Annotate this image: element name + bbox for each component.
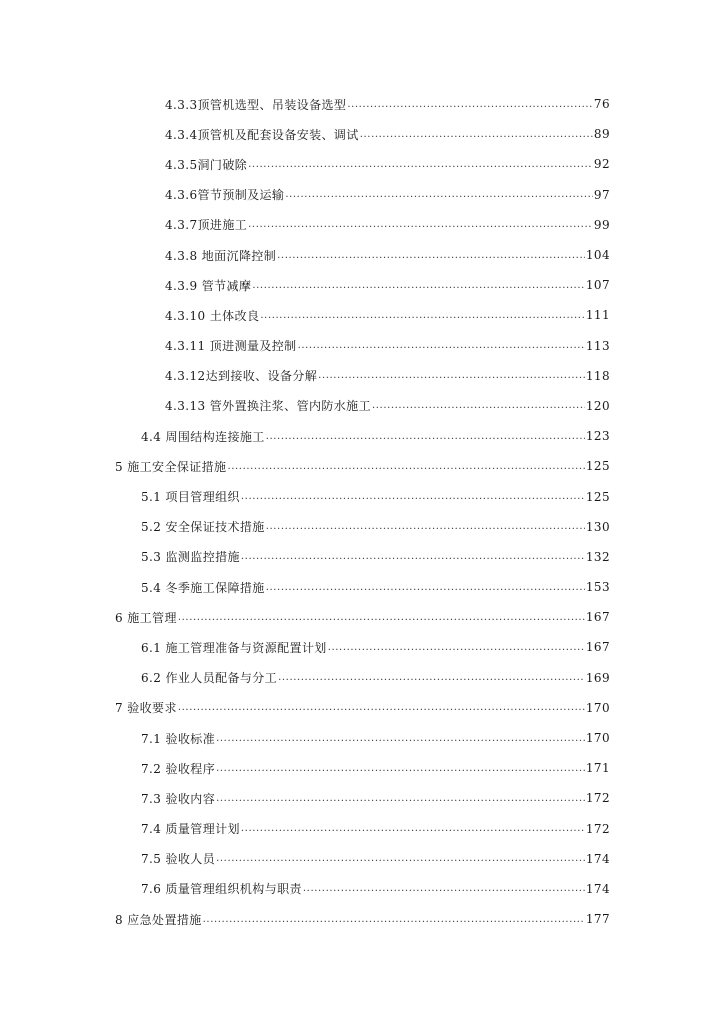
toc-entry-title: 4.3.4顶管机及配套设备安装、调试 [165, 127, 359, 142]
toc-dot-leader [278, 672, 585, 683]
toc-entry-page-number: 171 [585, 761, 610, 776]
toc-entry-page-number: 172 [585, 821, 610, 836]
toc-dot-leader [241, 823, 585, 834]
toc-entry-page-number: 107 [585, 278, 610, 293]
toc-entry[interactable] [0, 300, 610, 330]
toc-entry[interactable] [0, 270, 610, 300]
toc-dot-leader [360, 129, 593, 140]
toc-entry-title: 4.3.3顶管机选型、吊装设备选型 [165, 97, 347, 112]
toc-entry[interactable] [0, 904, 610, 934]
toc-entry-page-number: 99 [593, 217, 610, 232]
toc-entry[interactable] [0, 481, 610, 511]
toc-entry-page-number: 170 [585, 731, 610, 746]
toc-entry-title: 7.2 验收程序 [141, 761, 216, 776]
toc-entry-title: 4.3.7顶进施工 [165, 218, 248, 233]
toc-dot-leader [203, 914, 585, 925]
toc-entry-page-number: 167 [585, 640, 610, 655]
toc-dot-leader [227, 461, 584, 472]
toc-entry-title: 6.2 作业人员配备与分工 [141, 671, 278, 686]
toc-entry-title: 7 验收要求 [115, 701, 177, 716]
toc-entry[interactable] [0, 783, 610, 813]
toc-entry-title: 5.4 冬季施工保障措施 [141, 580, 265, 595]
toc-entry[interactable] [0, 451, 610, 481]
toc-entry-page-number: 125 [585, 459, 610, 474]
toc-entry-page-number: 118 [585, 368, 610, 383]
toc-entry[interactable] [0, 814, 610, 844]
toc-entry-title: 4.3.12达到接收、设备分解 [165, 369, 318, 384]
toc-entry-page-number: 123 [585, 429, 610, 444]
toc-entry[interactable] [0, 361, 610, 391]
toc-entry[interactable] [0, 572, 610, 602]
toc-entry-title: 4.3.5洞门破除 [165, 157, 248, 172]
toc-dot-leader [303, 883, 585, 894]
toc-entry[interactable] [0, 89, 610, 119]
toc-entry[interactable] [0, 753, 610, 783]
toc-entry-page-number: 89 [593, 127, 610, 142]
toc-entry-page-number: 120 [585, 398, 610, 413]
toc-entry[interactable] [0, 331, 610, 361]
toc-entry[interactable] [0, 693, 610, 723]
toc-entry-title: 4.3.6管节预制及运输 [165, 188, 285, 203]
toc-dot-leader [241, 551, 585, 562]
toc-entry-title: 5.2 安全保证技术措施 [141, 520, 265, 535]
toc-entry-page-number: 132 [585, 549, 610, 564]
toc-entry-page-number: 76 [593, 97, 610, 112]
toc-entry[interactable] [0, 421, 610, 451]
toc-dot-leader [328, 642, 585, 653]
toc-entry-title: 4.3.8 地面沉降控制 [165, 248, 277, 263]
toc-dot-leader [216, 853, 585, 864]
toc-entry-title: 7.1 验收标准 [141, 731, 216, 746]
toc-entry-page-number: 92 [593, 157, 610, 172]
toc-entry-page-number: 177 [585, 912, 610, 927]
toc-entry-title: 6.1 施工管理准备与资源配置计划 [141, 640, 327, 655]
toc-dot-leader [298, 340, 585, 351]
toc-dot-leader [277, 250, 585, 261]
toc-dot-leader [216, 763, 585, 774]
toc-entry-title: 4.4 周围结构连接施工 [141, 429, 265, 444]
toc-entry-title: 7.3 验收内容 [141, 791, 216, 806]
toc-entry[interactable] [0, 149, 610, 179]
toc-entry-title: 5.3 监测监控措施 [141, 550, 240, 565]
toc-dot-leader [347, 99, 593, 110]
toc-entry-title: 4.3.13 管外置换注浆、管内防水施工 [165, 399, 371, 414]
toc-entry[interactable] [0, 180, 610, 210]
toc-entry-title: 6 施工管理 [115, 610, 177, 625]
toc-entry-title: 5.1 项目管理组织 [141, 490, 240, 505]
toc-dot-leader [266, 582, 585, 593]
toc-dot-leader [260, 310, 585, 321]
toc-dot-leader [266, 431, 585, 442]
toc-entry[interactable] [0, 844, 610, 874]
toc-entry[interactable] [0, 632, 610, 662]
toc-dot-leader [248, 159, 593, 170]
toc-entry-page-number: 167 [585, 610, 610, 625]
toc-entry[interactable] [0, 542, 610, 572]
toc-entry-title: 4.3.11 顶进测量及控制 [165, 339, 297, 354]
toc-dot-leader [241, 491, 585, 502]
toc-entry-page-number: 97 [593, 187, 610, 202]
toc-entry[interactable] [0, 874, 610, 904]
toc-entry-title: 7.4 质量管理计划 [141, 822, 240, 837]
toc-entry-page-number: 172 [585, 791, 610, 806]
toc-dot-leader [318, 370, 585, 381]
toc-entry-page-number: 170 [585, 700, 610, 715]
toc-dot-leader [216, 793, 585, 804]
toc-entry-page-number: 113 [585, 338, 610, 353]
toc-entry[interactable] [0, 663, 610, 693]
toc-entry-page-number: 169 [585, 670, 610, 685]
toc-dot-leader [178, 702, 585, 713]
toc-entry-page-number: 153 [585, 580, 610, 595]
toc-entry-title: 4.3.9 管节减摩 [165, 278, 252, 293]
toc-dot-leader [372, 400, 585, 411]
toc-entry[interactable] [0, 119, 610, 149]
toc-entry-page-number: 111 [585, 308, 610, 323]
toc-entry-page-number: 174 [585, 851, 610, 866]
toc-entry-page-number: 130 [585, 519, 610, 534]
toc-entry-title: 5 施工安全保证措施 [115, 459, 227, 474]
table-of-contents [0, 89, 724, 934]
toc-entry-page-number: 104 [585, 248, 610, 263]
toc-dot-leader [266, 521, 585, 532]
toc-dot-leader [252, 280, 585, 291]
toc-entry-title: 8 应急处置措施 [115, 912, 202, 927]
toc-entry-page-number: 125 [585, 489, 610, 504]
toc-dot-leader [248, 219, 593, 230]
toc-entry[interactable] [0, 512, 610, 542]
toc-dot-leader [285, 189, 593, 200]
toc-entry-title: 7.6 质量管理组织机构与职责 [141, 882, 302, 897]
toc-entry-title: 7.5 验收人员 [141, 852, 216, 867]
toc-dot-leader [216, 733, 585, 744]
toc-entry-page-number: 174 [585, 881, 610, 896]
toc-entry[interactable] [0, 210, 610, 240]
toc-entry[interactable] [0, 391, 610, 421]
toc-entry[interactable] [0, 602, 610, 632]
toc-entry[interactable] [0, 723, 610, 753]
toc-entry[interactable] [0, 240, 610, 270]
toc-dot-leader [178, 612, 585, 623]
toc-entry-title: 4.3.10 土体改良 [165, 308, 260, 323]
